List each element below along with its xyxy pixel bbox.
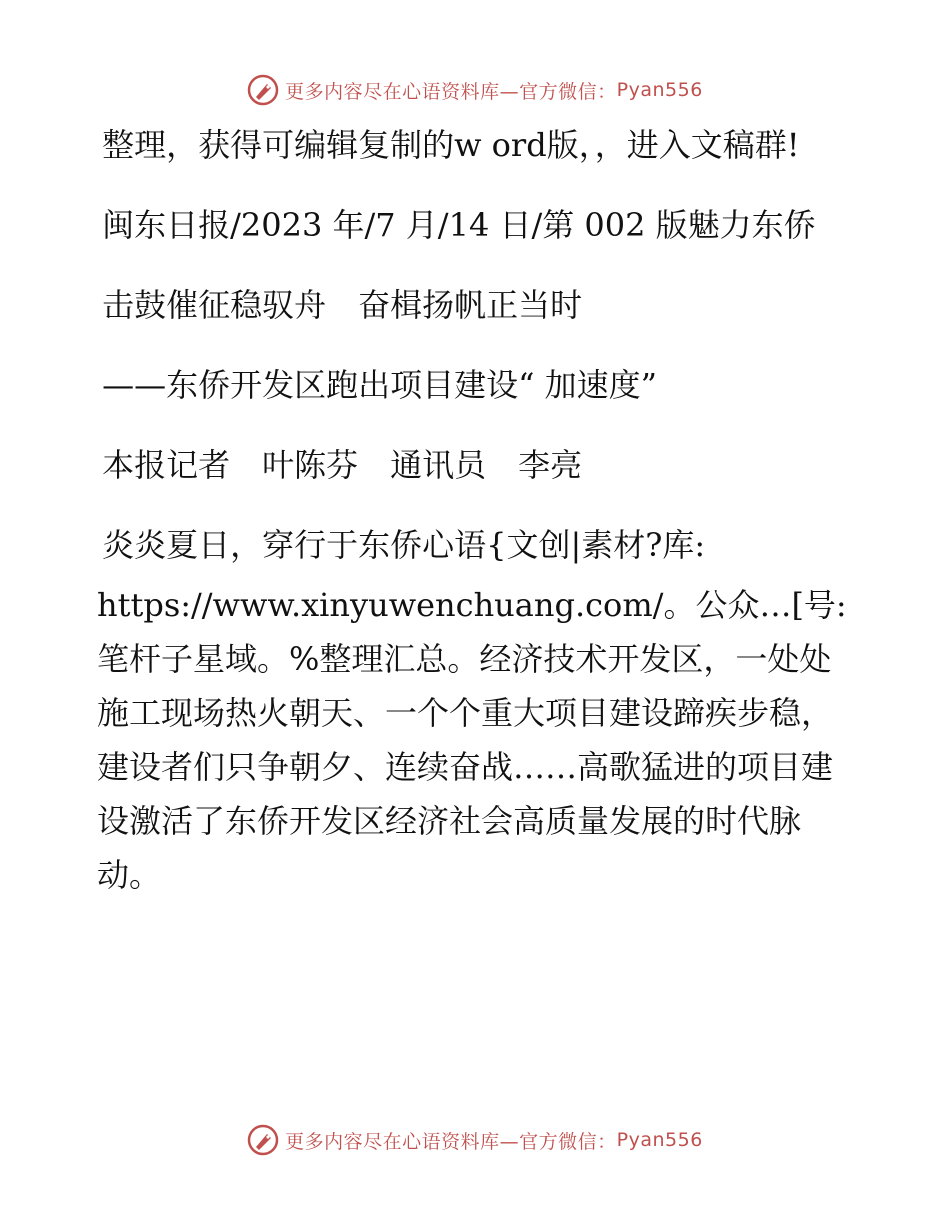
- document-body: [97, 118, 857, 922]
- intro-paragraph: 整理，获得可编辑复制的w ord版，，进入文稿群!: [102, 126, 800, 164]
- footer-watermark: [0, 1120, 950, 1160]
- pen-nib-logo-icon: [247, 74, 279, 106]
- watermark-text: 更多内容尽在心语资料库—官方微信：: [285, 80, 617, 103]
- source-line: 闽东日报/2023 年/7 月/14 日/第 002 版魅力东侨: [102, 206, 816, 244]
- article-subtitle: ——东侨开发区跑出项目建设“ 加速度”: [102, 366, 657, 404]
- body-paragraph: 炎炎夏日，穿行于东侨心语{文创|素材?库: https://www.xinyuwenchuang.com/。公众…[号:笔杆子星域。%整理汇总。经济技术开发区，一处处施工现场热火朝天、一个个重大项目建设蹄疾步稳，建设者们只争朝夕、连续奋战……高歌猛进的项目建设激活了东侨开发区经济社会高质量发展的时代脉动。: [97, 526, 847, 894]
- pen-nib-logo-icon: [247, 1124, 279, 1156]
- watermark-text: 更多内容尽在心语资料库—官方微信：: [285, 1130, 617, 1153]
- header-watermark: [0, 70, 950, 110]
- article-title: 击鼓催征稳驭舟 奋楫扬帆正当时: [102, 286, 583, 324]
- watermark-wechat-id: Pyan556: [616, 1129, 703, 1151]
- watermark-wechat-id: Pyan556: [616, 79, 703, 101]
- byline: 本报记者 叶陈芬 通讯员 李亮: [102, 446, 583, 484]
